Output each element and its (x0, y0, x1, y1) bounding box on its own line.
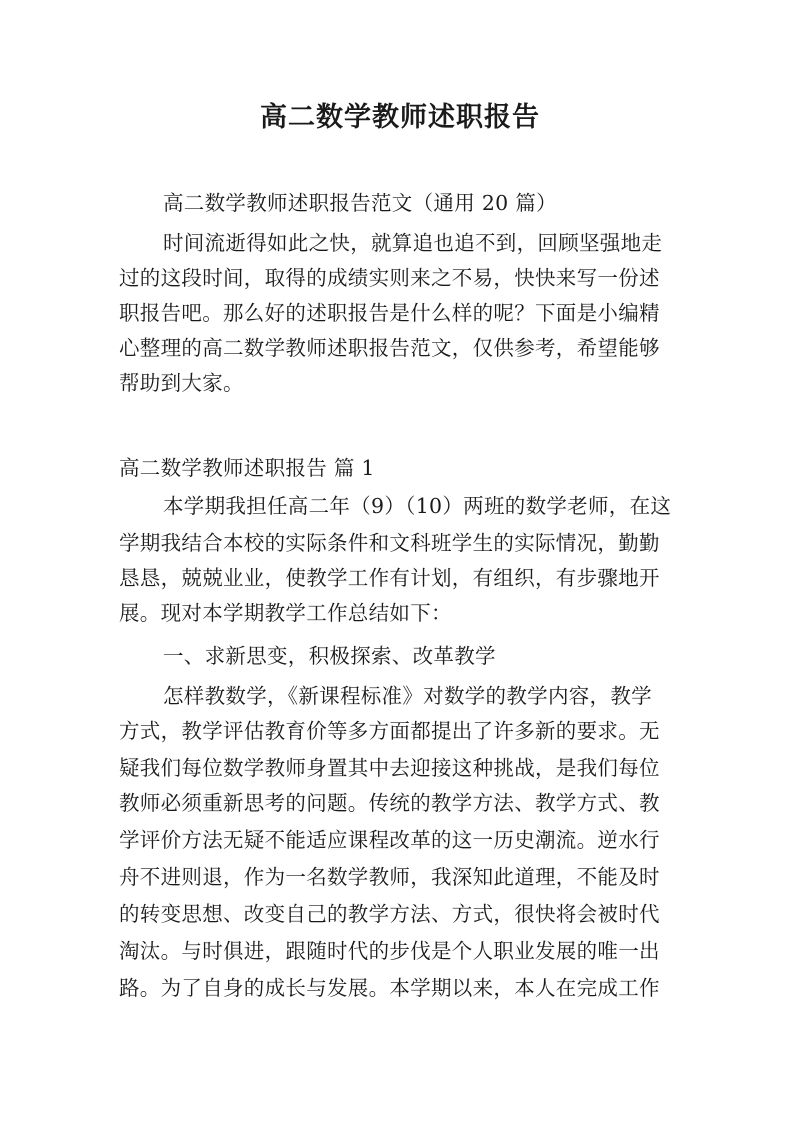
intro-line: 帮助到大家。 (119, 371, 244, 395)
intro-line: 过的这段时间，取得的成绩实则来之不易，快快来写一份述 (119, 266, 660, 290)
paragraph-line: 的转变思想、改变自己的教学方法、方式，很快将会被时代 (119, 902, 660, 926)
paragraph-line: 学评价方法无疑不能适应课程改革的这一历史潮流。逆水行 (119, 828, 660, 852)
paragraph-line: 恳恳，兢兢业业，使教学工作有计划，有组织，有步骤地开 (119, 566, 660, 590)
section-subheading: 一、求新思变，积极探索、改革教学 (163, 644, 496, 668)
paragraph-line: 学期我结合本校的实际条件和文科班学生的实际情况，勤勤 (119, 531, 660, 555)
section-heading: 高二数学教师述职报告 篇 1 (119, 456, 375, 480)
intro-line: 时间流逝得如此之快，就算追也追不到，回顾坚强地走 (163, 231, 663, 255)
paragraph-line: 展。现对本学期教学工作总结如下： (119, 601, 452, 625)
paragraph-line: 舟不进则退，作为一名数学教师，我深知此道理，不能及时 (119, 865, 660, 889)
document-subtitle: 高二数学教师述职报告范文（通用 20 篇） (163, 191, 557, 215)
paragraph-line: 淘汰。与时俱进，跟随时代的步伐是个人职业发展的唯一出 (119, 939, 660, 963)
intro-line: 心整理的高二数学教师述职报告范文，仅供参考，希望能够 (119, 336, 660, 360)
paragraph-line: 教师必须重新思考的问题。传统的教学方法、教学方式、教 (119, 791, 660, 815)
paragraph-line: 疑我们每位数学教师身置其中去迎接这种挑战，是我们每位 (119, 756, 660, 780)
intro-line: 职报告吧。那么好的述职报告是什么样的呢？下面是小编精 (119, 301, 660, 325)
paragraph-line: 怎样教数学，《新课程标准》对数学的教学内容，教学 (163, 684, 652, 708)
document-title: 高二数学教师述职报告 (260, 102, 540, 133)
paragraph-line: 路。为了自身的成长与发展。本学期以来，本人在完成工作 (119, 976, 660, 1000)
paragraph-line: 本学期我担任高二年（9）（10）两班的数学老师，在这 (163, 494, 672, 518)
paragraph-line: 方式，教学评估教育价等多方面都提出了许多新的要求。无 (119, 719, 660, 743)
